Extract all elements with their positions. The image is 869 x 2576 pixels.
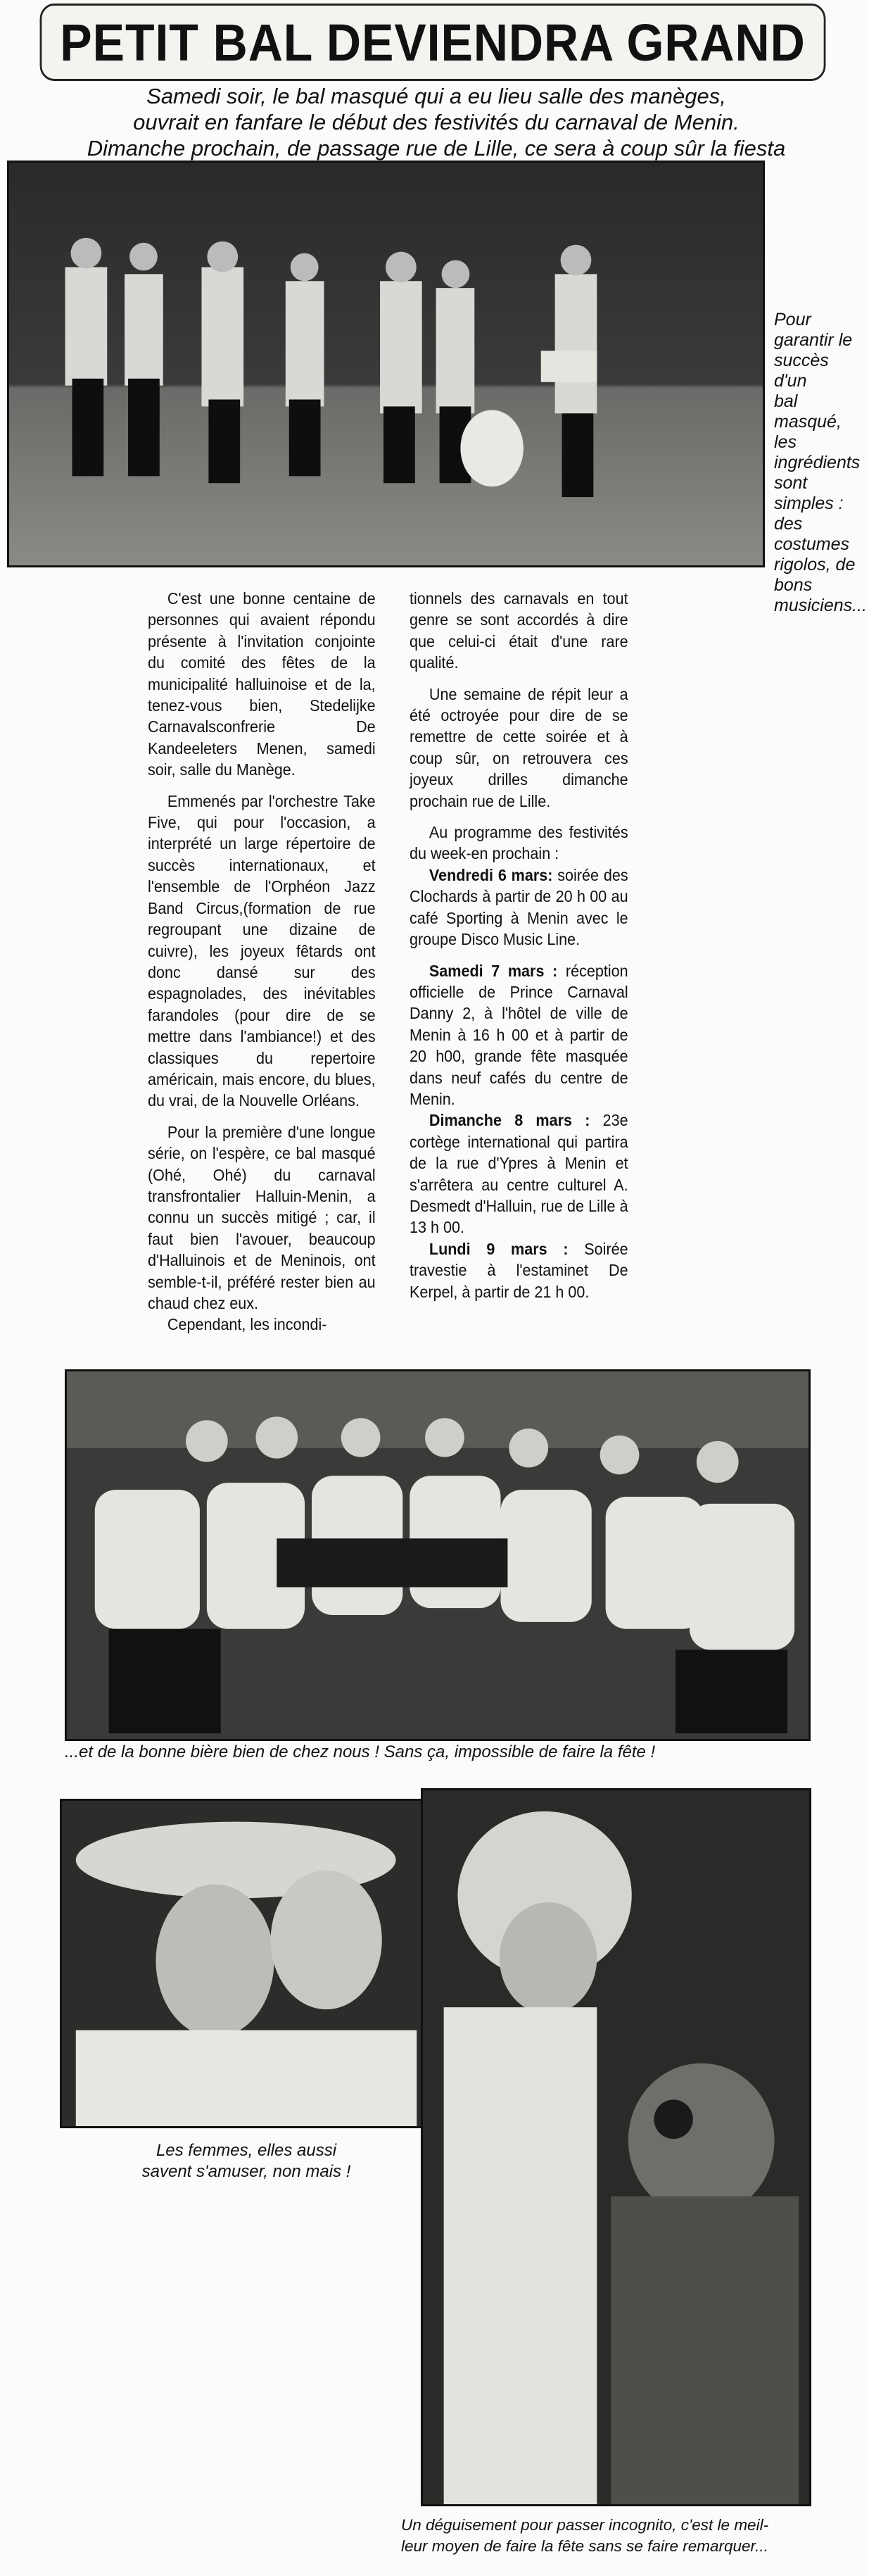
caption-line: leur moyen de faire la fête sans se faire remarquer... <box>401 2537 768 2555</box>
event-text: soirée des Clochards à partir de 20 h 00 au café Sporting à Menin avec le groupe Disco Music Line. <box>410 865 628 949</box>
photo-women <box>60 1799 433 2128</box>
caption-line: bons <box>774 575 813 595</box>
subtitle-line: ouvrait en fanfare le début des festivités du carnaval de Menin. <box>133 110 740 134</box>
caption-line: Un déguisement pour passer incognito, c'est le meil- <box>401 2516 769 2534</box>
caption-line: savent s'amuser, non mais ! <box>141 2162 351 2181</box>
subtitle-line: Samedi soir, le bal masqué qui a eu lieu salle des manèges, <box>146 84 726 108</box>
caption-line: sont <box>774 473 808 493</box>
event-day: Samedi 7 mars : <box>429 961 558 980</box>
article-paragraph: tionnels des carnavals en tout genre se sont accordés à dire que celui-ci était d'une rare qualité. <box>410 589 628 672</box>
event-item <box>410 1238 628 1302</box>
article-paragraph: C'est une bonne centaine de personnes qui avaient répondu présente à l'invitation conjointe du comité des fêtes de la municipalité halluinoise et de la, tenez-vous bien, Stedelijke Carnavalsconfrerie De Kandeeleters Menen, samedi soir, salle du Manège. <box>148 589 376 779</box>
subtitle-line: Dimanche prochain, de passage rue de Lille, ce sera à coup sûr la fiesta <box>87 136 786 161</box>
photo-beer-table <box>65 1369 811 1741</box>
photo-women-image <box>62 1801 431 2126</box>
caption-line: rigolos, de <box>774 555 856 574</box>
event-day: Vendredi 6 mars: <box>429 865 553 884</box>
event-day: Lundi 9 mars : <box>429 1239 569 1258</box>
caption-line: musiciens... <box>774 596 867 615</box>
caption-line: Pour <box>774 310 811 329</box>
event-text: 23e cortège international qui partira de la rue d'Ypres à Menin et s'arrêtera au centre culturel A. Desmedt d'Halluin, rue de Lille à 13 h 00. <box>410 1111 628 1237</box>
caption-line: garantir le <box>774 330 853 350</box>
photo-costume-image <box>423 1790 809 2504</box>
photo-costume <box>421 1788 811 2506</box>
photo-band <box>7 161 765 567</box>
caption-line: des <box>774 514 803 534</box>
subtitle <box>14 83 858 161</box>
caption-line: ingrédients <box>774 453 861 472</box>
article-paragraph: Au programme des festivités du week-en prochain : <box>410 823 628 863</box>
article-column-right <box>410 588 628 1302</box>
event-day: Dimanche 8 mars : <box>429 1111 590 1130</box>
headline: PETIT BAL DEVIENDRA GRAND <box>40 4 826 81</box>
caption-line: bal masqué, <box>774 391 842 432</box>
caption-line: succès d'un <box>774 351 829 391</box>
photo-women-caption <box>60 2140 433 2182</box>
caption-line: simples : <box>774 494 844 513</box>
article-paragraph: Cependant, les incondi- <box>167 1315 327 1334</box>
event-item <box>410 960 628 1110</box>
photo-band-image <box>9 163 763 565</box>
article-paragraph: Pour la première d'une longue série, on l'espère, ce bal masqué (Ohé, Ohé) du carnaval transfrontalier Halluin-Menin, a connu un succès mitigé ; car, il faut bien l'avouer, beaucoup d'Halluinois et de Meninois, ont semble-t-il, préféré rester bien au chaud chez eux. <box>148 1122 376 1312</box>
event-text: réception officielle de Prince Carnaval Danny 2, à l'hôtel de ville de Menin à 16 h 00 et à partir de 20 h00, grande fête masquée dans neuf cafés du centre de Menin. <box>410 961 628 1108</box>
event-text: Soirée travestie à l'estaminet De Kerpel, à partir de 21 h 00. <box>410 1239 628 1301</box>
article-paragraph: Emmenés par l'orchestre Take Five, qui pour l'occasion, a interprété un large répertoire de succès internationaux, et l'ensemble de l'Orphéon Jazz Band Circus,(formation de rue regroupant une dizaine de cuivre), les joyeux fêtards ont donc dansé sur des espagnolades, des inévitables farandoles (pour dire de se mettre dans l'ambiance!) et des classiques du repertoire américain, mais encore, du blues, du vrai, de la Nouvelle Orléans. <box>148 791 376 1110</box>
event-item <box>410 865 628 950</box>
photo-costume-caption <box>401 2515 858 2557</box>
caption-line: costumes <box>774 534 849 554</box>
article-column-left <box>148 588 376 1336</box>
caption-line: Les femmes, elles aussi <box>156 2141 337 2160</box>
caption-line: les <box>774 432 797 452</box>
photo-beer-table-image <box>67 1371 808 1739</box>
event-item <box>410 1110 628 1238</box>
article-paragraph: Une semaine de répit leur a été octroyée pour dire de se remettre de cette soirée et à coup sûr, on retrouvera ces joyeux drilles dimanche prochain rue de Lille. <box>410 684 628 810</box>
photo-beer-table-caption: ...et de la bonne bière bien de chez nous ! Sans ça, impossible de faire la fête ! <box>65 1742 656 1761</box>
photo-band-caption <box>774 310 865 616</box>
